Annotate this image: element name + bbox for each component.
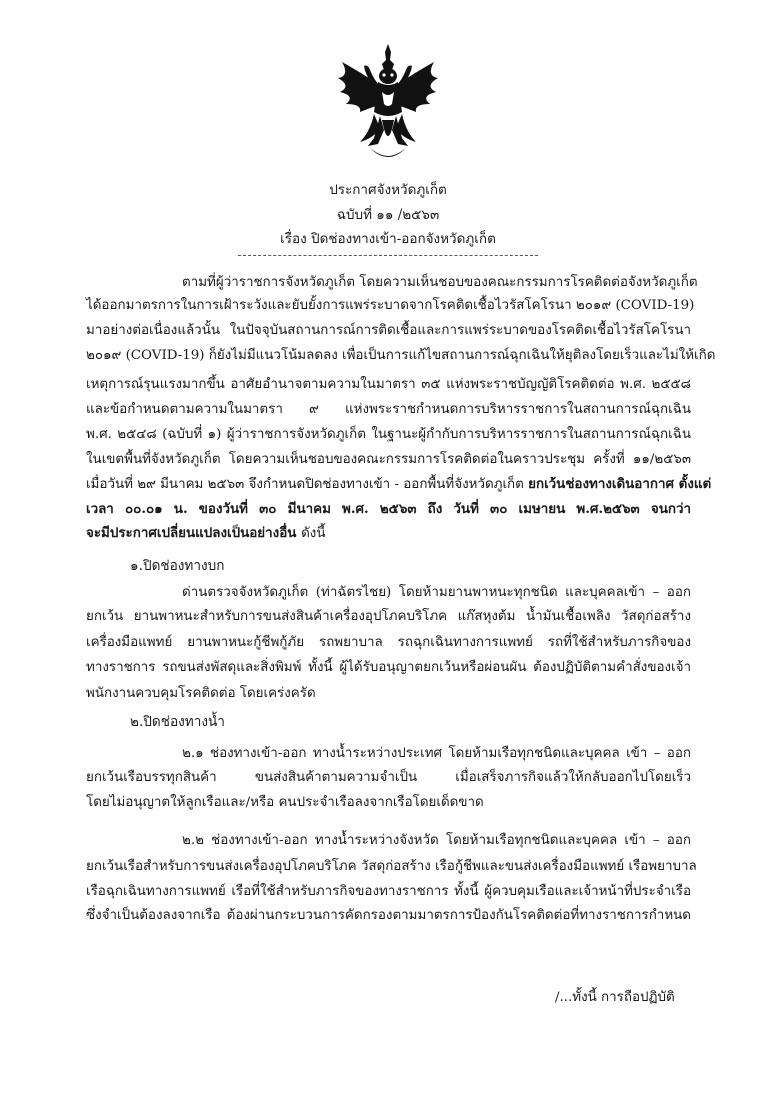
intro-text: ดังนี้: [301, 526, 326, 541]
garuda-emblem-icon: [330, 42, 446, 168]
intro-line: มาอย่างต่อเนื่องแล้วนั้น ในปัจจุบันสถานการณ์การติดเชื้อและการแพร่ระบาดของโรคติดเชื้อไวรัสโคโรนา: [86, 323, 691, 338]
section1-line: เครื่องมือแพทย์ ยานพาหนะกู้ชีพกู้ภัย รถพยาบาล รถฉุกเฉินทางการแพทย์ รถที่ใช้สำหรับภารกิจของ: [86, 635, 691, 650]
announcement-number: ฉบับที่ ๑๑ /๒๕๖๓: [336, 207, 440, 223]
intro-line: ได้ออกมาตรการในการเฝ้าระวังและยับยั้งการแพร่ระบาดจากโรคติดเชื้อไวรัสโคโรนา ๒๐๑๙ (COVID-19): [86, 298, 695, 313]
section-heading-water: ๒.ปิดช่องทางน้ำ: [130, 714, 225, 730]
section1-line: ทางราชการ รถขนส่งพัสดุและสิ่งพิมพ์ ทั้งนี้ ผู้ได้รับอนุญาตยกเว้นหรือผ่อนผัน ต้องปฏิบัติตามคำสั่งของเจ้า: [86, 660, 691, 675]
section1-line: ด่านตรวจจังหวัดภูเก็ต (ท่าฉัตรไชย) โดยห้ามยานพาหนะทุกชนิด และบุคคลเข้า – ออก: [182, 585, 691, 600]
intro-line: [86, 524, 691, 543]
section1-line: ยกเว้น ยานพาหนะสำหรับการขนส่งสินค้าเครื่องอุปโภคบริโภค แก๊สหุงต้ม น้ำมันเชื้อเพลิง วัสดุก่อสร้าง: [86, 609, 691, 624]
intro-line: ๒๐๑๙ (COVID-19) ก็ยังไม่มีแนวโน้มลดลง เพื่อเป็นการแก้ไขสถานการณ์ฉุกเฉินให้ยุติลงโดยเร็วและไม่ให้เกิด: [86, 348, 716, 363]
section1-line: พนักงานควบคุมโรคติดต่อ โดยเคร่งครัด: [86, 686, 316, 701]
intro-line: พ.ศ. ๒๕๔๘ (ฉบับที่ ๑) ผู้ว่าราชการจังหวัดภูเก็ต ในฐานะผู้กำกับการบริหารราชการในสถานการณ์ฉุกเฉิน: [86, 427, 691, 442]
intro-line: [86, 475, 712, 494]
page-continuation: /...ทั้งนี้ การถือปฏิบัติ: [555, 990, 675, 1005]
section2-line: ซึ่งจำเป็นต้องลงจากเรือ ต้องผ่านกระบวนการคัดกรองตามมาตรการป้องกันโรคติดต่อที่ทางราชการกำหนด: [86, 908, 691, 923]
intro-emphasis: ยกเว้นช่องทางเดินอากาศ ตั้งแต่: [528, 476, 712, 492]
section2-line: โดยไม่อนุญาตให้ลูกเรือและ/หรือ คนประจำเรือลงจากเรือโดยเด็ดขาด: [86, 795, 484, 810]
announcement-title: ประกาศจังหวัดภูเก็ต: [329, 182, 447, 198]
intro-text: เมื่อวันที่ ๒๙ มีนาคม ๒๕๖๓ จึงกำหนดปิดช่องทางเข้า - ออกพื้นที่จังหวัดภูเก็ต: [86, 477, 529, 492]
intro-emphasis: จะมีประกาศเปลี่ยนแปลงเป็นอย่างอื่น: [86, 525, 302, 541]
announcement-subject: เรื่อง ปิดช่องทางเข้า-ออกจังหวัดภูเก็ต: [280, 231, 496, 247]
intro-line: และข้อกำหนดตามความในมาตรา ๙ แห่งพระราชกำหนดการบริหารราชการในสถานการณ์ฉุกเฉิน: [86, 402, 691, 417]
section-heading-land: ๑.ปิดช่องทางบก: [130, 558, 225, 574]
section2-line: ๒.๑ ช่องทางเข้า-ออก ทางน้ำระหว่างประเทศ โดยห้ามเรือทุกชนิดและบุคคล เข้า – ออก: [182, 746, 691, 761]
section2-line: ๒.๒ ช่องทางเข้า-ออก ทางน้ำระหว่างจังหวัด โดยห้ามเรือทุกชนิดและบุคคล เข้า – ออก: [182, 833, 691, 848]
intro-line: ตามที่ผู้ว่าราชการจังหวัดภูเก็ต โดยความเห็นชอบของคณะกรรมการโรคติดต่อจังหวัดภูเก็ต: [182, 275, 698, 290]
section2-line: ยกเว้นเรือบรรทุกสินค้า ขนส่งสินค้าตามความจำเป็น เมื่อเสร็จภารกิจแล้วให้กลับออกไปโดยเร็ว: [86, 770, 691, 785]
intro-line-emphasis: เวลา ๐๐.๐๑ น. ของวันที่ ๓๐ มีนาคม พ.ศ. ๒๕๖๓ ถึง วันที่ ๓๐ เมษายน พ.ศ.๒๕๖๓ จนกว่า: [86, 501, 691, 517]
section2-line: เรือฉุกเฉินทางการแพทย์ เรือที่ใช้สำหรับภารกิจของทางราชการ ทั้งนี้ ผู้ควบคุมเรือและเจ้าหน้าที่ประจำเรือ: [86, 884, 691, 899]
intro-line: ในเขตพื้นที่จังหวัดภูเก็ต โดยความเห็นชอบของคณะกรรมการโรคติดต่อในคราวประชุม ครั้งที่ ๑๑/๒๕๖๓: [86, 452, 691, 467]
intro-line: เหตุการณ์รุนแรงมากขึ้น อาศัยอำนาจตามความในมาตรา ๓๕ แห่งพระราชบัญญัติโรคติดต่อ พ.ศ. ๒๕๕๘: [86, 377, 691, 392]
header-divider: [238, 255, 538, 256]
section2-line: ยกเว้นเรือสำหรับการขนส่งเครื่องอุปโภคบริโภค วัสดุก่อสร้าง เรือกู้ชีพและขนส่งเครื่องมือแพทย์ เรือพยาบาล: [86, 859, 697, 874]
